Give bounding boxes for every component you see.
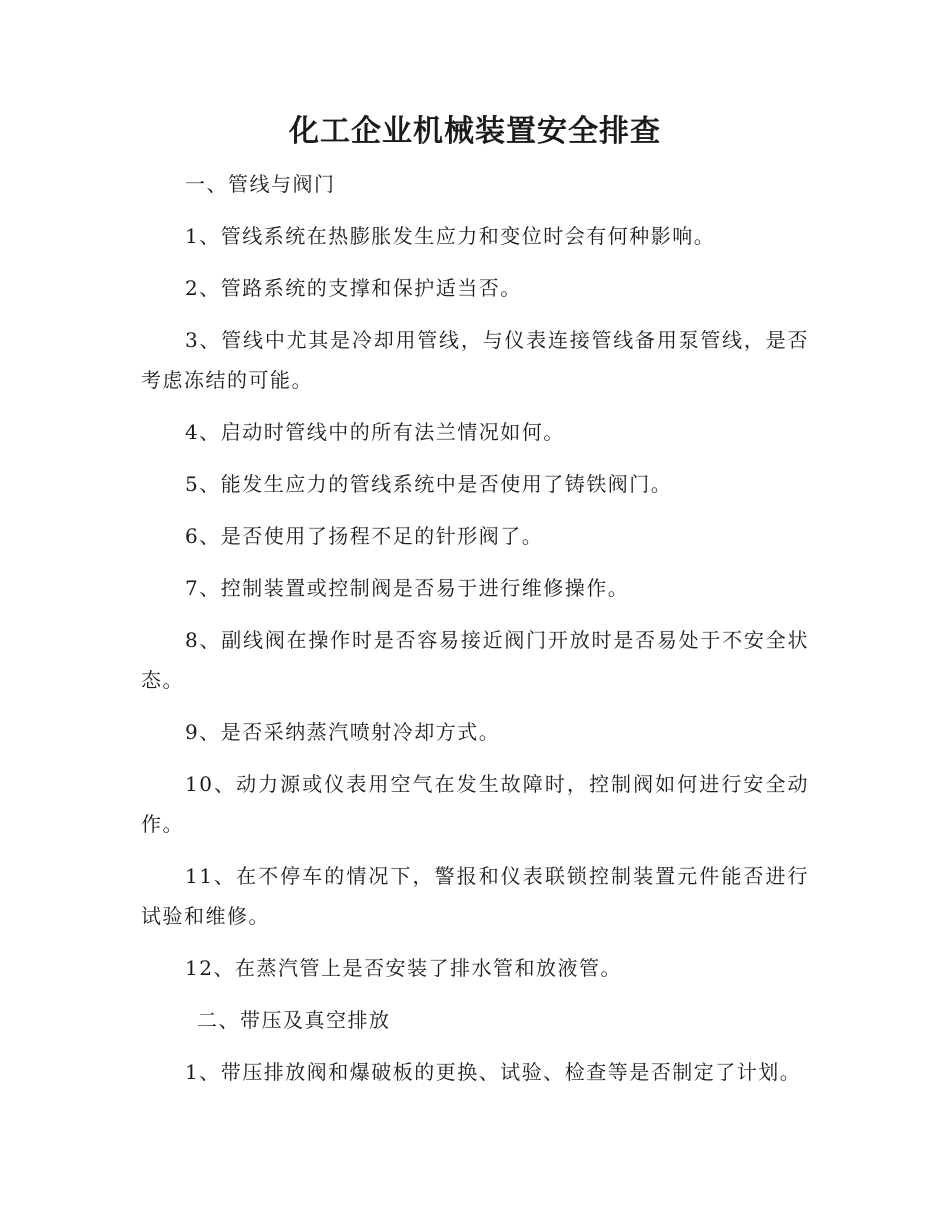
document-body bbox=[141, 164, 809, 1092]
item-paragraph: 2、管路系统的支撑和保护适当否。 bbox=[185, 276, 522, 300]
item-paragraph: 4、启动时管线中的所有法兰情况如何。 bbox=[185, 420, 565, 444]
item-paragraph: 1、带压排放阀和爆破板的更换、试验、检查等是否制定了计划。 bbox=[185, 1060, 802, 1084]
item-paragraph: 3、管线中尤其是冷却用管线，与仪表连接管线备用泵管线，是否考虑冻结的可能。 bbox=[141, 328, 809, 392]
item-paragraph: 11、在不停车的情况下，警报和仪表联锁控制装置元件能否进行试验和维修。 bbox=[141, 864, 809, 928]
section-heading-pressure-vacuum: 二、带压及真空排放 bbox=[197, 1008, 391, 1032]
section-heading-pipelines-valves: 一、管线与阀门 bbox=[185, 172, 336, 196]
item-paragraph: 7、控制装置或控制阀是否易于进行维修操作。 bbox=[185, 576, 630, 600]
item-paragraph: 9、是否采纳蒸汽喷射冷却方式。 bbox=[185, 720, 501, 744]
item-paragraph: 12、在蒸汽管上是否安装了排水管和放液管。 bbox=[185, 956, 622, 980]
item-paragraph: 6、是否使用了扬程不足的针形阀了。 bbox=[185, 524, 544, 548]
item-paragraph: 5、能发生应力的管线系统中是否使用了铸铁阀门。 bbox=[185, 472, 673, 496]
item-paragraph: 10、动力源或仪表用空气在发生故障时，控制阀如何进行安全动作。 bbox=[141, 772, 809, 836]
item-paragraph: 8、副线阀在操作时是否容易接近阀门开放时是否易处于不安全状态。 bbox=[141, 628, 809, 692]
document-title: 化工企业机械装置安全排查 bbox=[289, 114, 661, 149]
item-paragraph: 1、管线系统在热膨胀发生应力和变位时会有何种影响。 bbox=[185, 224, 716, 248]
